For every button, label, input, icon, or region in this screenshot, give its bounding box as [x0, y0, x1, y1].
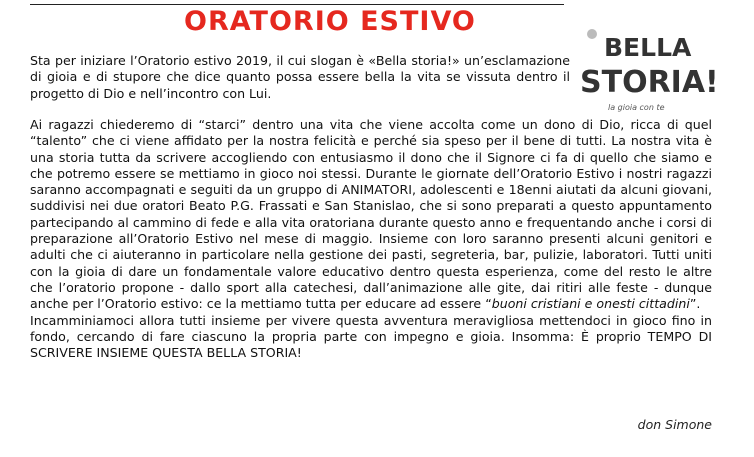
intro-text: Sta per iniziare l’Oratorio estivo 2019, il cui slogan è «Bella storia!» un’esclamazione di gioia e di stupore che dice quanto possa essere bella la vita se vissuta dentro il progetto di Dio e nell’incontro con Lui. — [30, 53, 570, 101]
quote-close: ”. — [689, 296, 701, 312]
top-divider — [30, 4, 564, 5]
logo-line1: BELLA — [604, 33, 692, 62]
logo-tagline: la gioia con te — [608, 103, 665, 112]
paragraph-text: Ai ragazzi chiederemo di “starci” dentro una vita che viene accolta come un dono di Dio, ricca di quel “talento” che ci viene affidato per la nostra felicità e perché sia speso per il bene di tutti. La nostra vita è una storia tutta da scrivere accogliendo con entusiasmo il dono che il Signore ci fa di quello che siamo e che potremo essere se mettiamo in gioco noi stessi. Durante le giornate dell’Oratorio Estivo i nostri ragazzi saranno accompagnati e seguiti da un gruppo di ANIMATORI, adolescenti e 18enni aiutati da alcuni giovani, suddivisi nei due oratori Beato P.G. Frassati e San Stanislao, che si sono preparati a questo appuntamento partecipando al cammino di fede e alla vita oratoriana durante questo anno e frequentando anche i corsi di preparazione all’Oratorio Estivo nel mese di maggio. Insieme con loro saranno presenti alcuni genitori e adulti che ci aiuteranno in particolare nella gestione dei pasti, segreteria, bar, pulizie, laboratori. Tutti uniti con la gioia di dare un fondamentale valore educativo dentro questa esperienza, come del resto le altre che l’oratorio propone - dallo sport alla catechesi, dall’animazione alle gite, dai ritiri alle feste - dunque anche per l’Oratorio estivo: ce la mettiamo tutta per educare ad essere “ — [30, 117, 712, 312]
bella-storia-logo — [574, 20, 719, 116]
closing-text: Incamminiamoci allora tutti insieme per vivere questa avventura meravigliosa mettendoci in gioco fino in fondo, cercando di fare ciascuno la propria parte con impegno e gioia. Insomma: È proprio TEMPO DI SCRIVERE INSIEME QUESTA BELLA STORIA! — [30, 312, 712, 361]
page-title: ORATORIO ESTIVO — [184, 6, 476, 37]
logo-line2: STORIA! — [580, 65, 719, 100]
signature: don Simone — [637, 417, 712, 432]
main-paragraph — [30, 117, 712, 361]
quote-text: buoni cristiani e onesti cittadini — [491, 296, 690, 312]
intro-paragraph — [30, 53, 570, 102]
